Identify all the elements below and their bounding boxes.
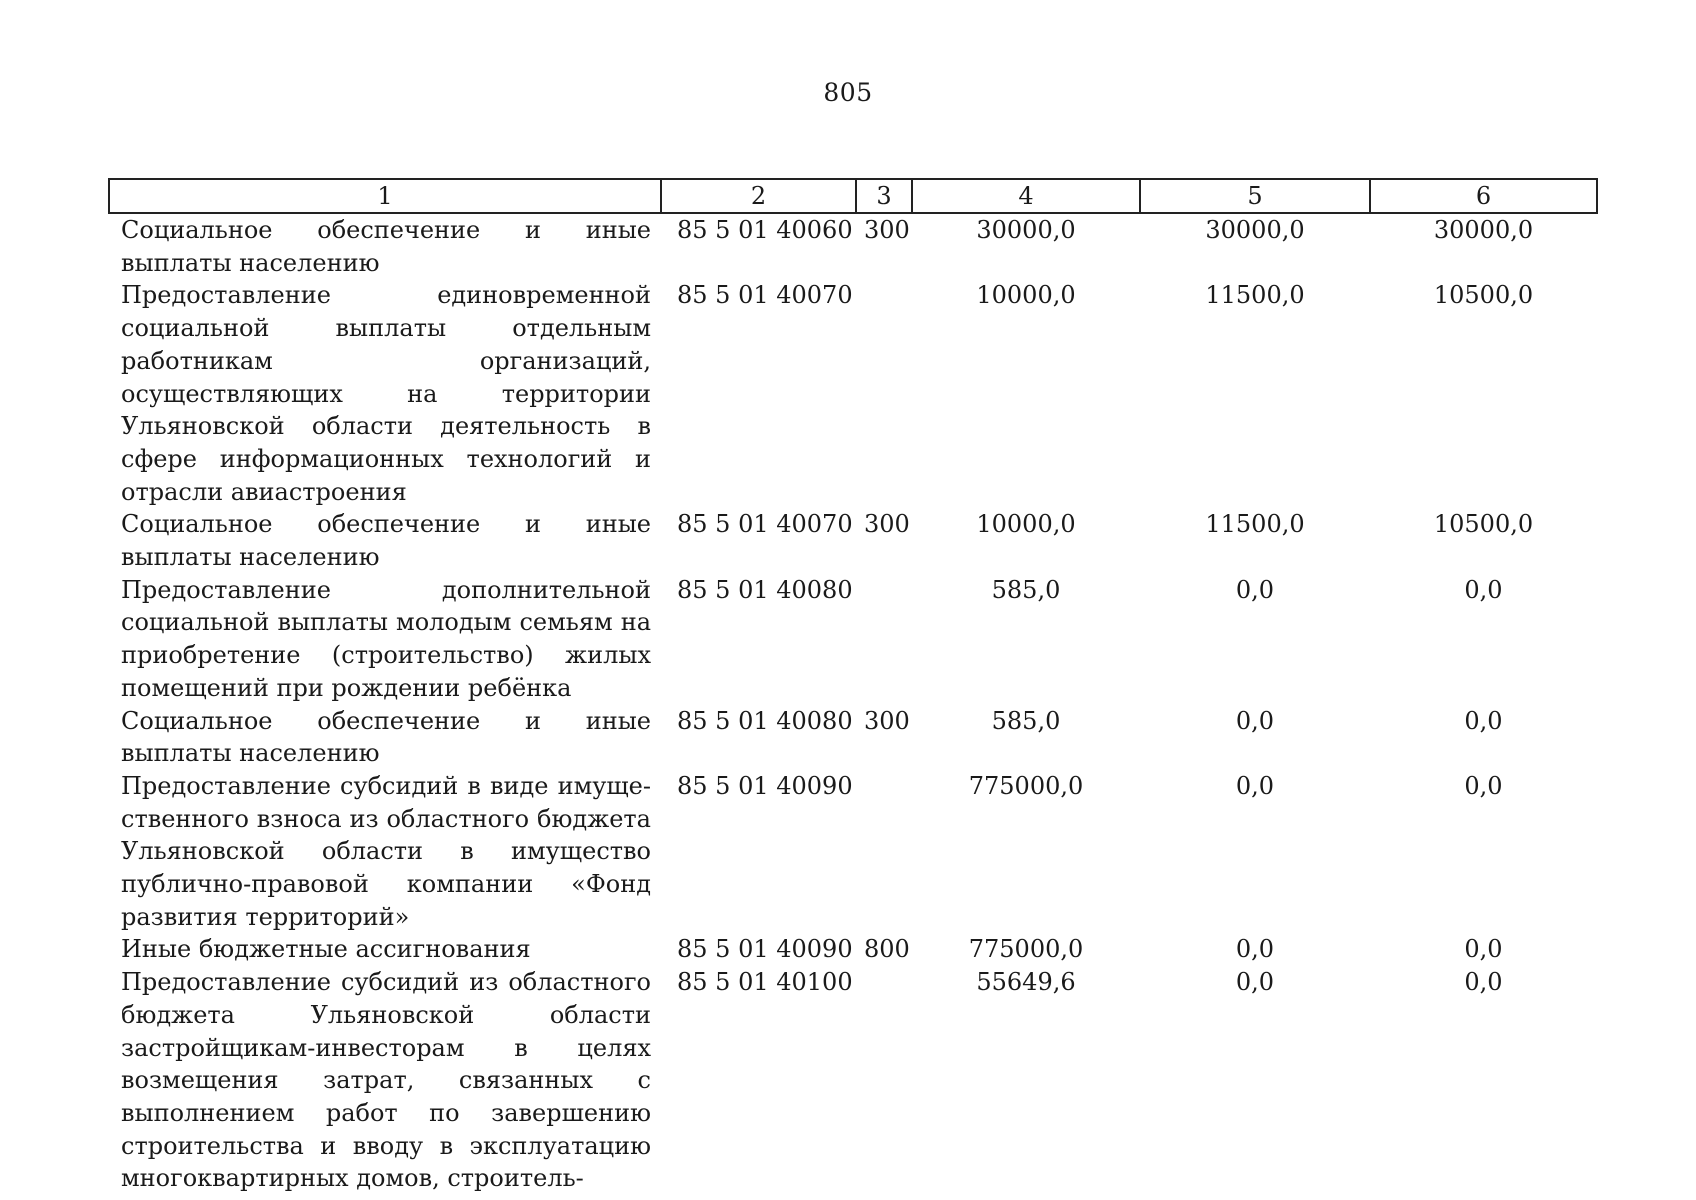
target-article-code: 85 5 01 40100 (677, 968, 853, 997)
column-number-header-row (109, 179, 1597, 213)
expense-kind-code: 800 (864, 935, 910, 964)
amount-col-5: 11500,0 (1205, 510, 1305, 539)
amount-col-5: 0,0 (1235, 935, 1275, 964)
amount-col-5: 0,0 (1235, 706, 1275, 735)
amount-col-5: 0,0 (1235, 968, 1275, 997)
budget-table (108, 178, 1598, 1195)
amount-col-5: 0,0 (1235, 771, 1275, 800)
expense-kind-code (856, 770, 912, 934)
row-description: Иные бюджетные ассигнования (121, 935, 531, 964)
expense-kind-code: 300 (864, 216, 910, 244)
amount-col-5: 30000,0 (1205, 216, 1305, 244)
amount-col-6: 0,0 (1464, 706, 1503, 735)
amount-col-5: 0,0 (1235, 575, 1275, 604)
row-description: Социальное обеспечение и иные выплаты населению (121, 510, 651, 572)
expense-kind-code (856, 279, 912, 508)
table-row (109, 574, 1597, 705)
amount-col-6: 30000,0 (1433, 216, 1534, 244)
page-number: 805 (823, 78, 873, 107)
column-header-1: 1 (109, 179, 661, 213)
table-row (109, 508, 1597, 573)
column-header-3: 3 (856, 179, 912, 213)
amount-col-4: 30000,0 (976, 216, 1076, 244)
amount-col-6: 10500,0 (1433, 510, 1534, 539)
amount-col-4: 775000,0 (968, 935, 1084, 964)
amount-col-6: 0,0 (1464, 968, 1503, 997)
amount-col-4: 10000,0 (976, 281, 1076, 310)
target-article-code: 85 5 01 40090 (677, 771, 853, 800)
row-description: Предоставление субсидий из областного бюджета Ульяновской области застройщикам-инвесторам в целях возмещения затрат, связанных с выполнением работ по завершению строительства и вводу в эксплуатацию многоквартирных домов, строитель- (121, 968, 651, 1193)
column-header-4: 4 (912, 179, 1140, 213)
row-description: Социальное обеспечение и иные выплаты населению (121, 706, 651, 768)
expense-kind-code: 300 (864, 706, 910, 735)
expense-kind-code: 300 (864, 510, 910, 539)
column-header-2: 2 (661, 179, 856, 213)
table-row (109, 966, 1597, 1195)
table-row (109, 279, 1597, 508)
table-row (109, 770, 1597, 934)
amount-col-5: 11500,0 (1205, 281, 1305, 310)
amount-col-6: 0,0 (1464, 771, 1503, 800)
amount-col-4: 10000,0 (976, 510, 1076, 539)
amount-col-4: 55649,6 (976, 968, 1076, 997)
row-description: Предоставление единовременной социальной выплаты отдельным работникам организаций, осуществляющих на территории Ульяновской области деятельность в сфере информационных технологий и отрасли авиастроения (121, 281, 651, 506)
target-article-code: 85 5 01 40070 (677, 281, 853, 310)
column-header-5: 5 (1140, 179, 1370, 213)
table-row (109, 213, 1597, 279)
amount-col-4: 775000,0 (968, 771, 1084, 800)
target-article-code: 85 5 01 40060 (677, 216, 853, 244)
table-row (109, 705, 1597, 770)
row-description: Предоставление дополнительной социальной выплаты молодым семьям на приобретение (строительство) жилых помещений при рождении ребёнка (121, 575, 651, 702)
amount-col-4: 585,0 (991, 575, 1061, 604)
target-article-code: 85 5 01 40090 (677, 935, 853, 964)
target-article-code: 85 5 01 40070 (677, 510, 853, 539)
target-article-code: 85 5 01 40080 (677, 706, 853, 735)
target-article-code: 85 5 01 40080 (677, 575, 853, 604)
column-header-6: 6 (1370, 179, 1597, 213)
amount-col-6: 0,0 (1464, 575, 1503, 604)
expense-kind-code (856, 966, 912, 1195)
row-description: Предоставление субсидий в виде имущественного взноса из областного бюджета Ульяновской области в имущество публично-правовой компании «Фонд развития территорий» (121, 771, 651, 931)
table-row (109, 933, 1597, 966)
amount-col-6: 10500,0 (1433, 281, 1534, 310)
row-description: Социальное обеспечение и иные выплаты населению (121, 216, 651, 277)
expense-kind-code (856, 574, 912, 705)
amount-col-6: 0,0 (1464, 935, 1503, 964)
amount-col-4: 585,0 (991, 706, 1061, 735)
